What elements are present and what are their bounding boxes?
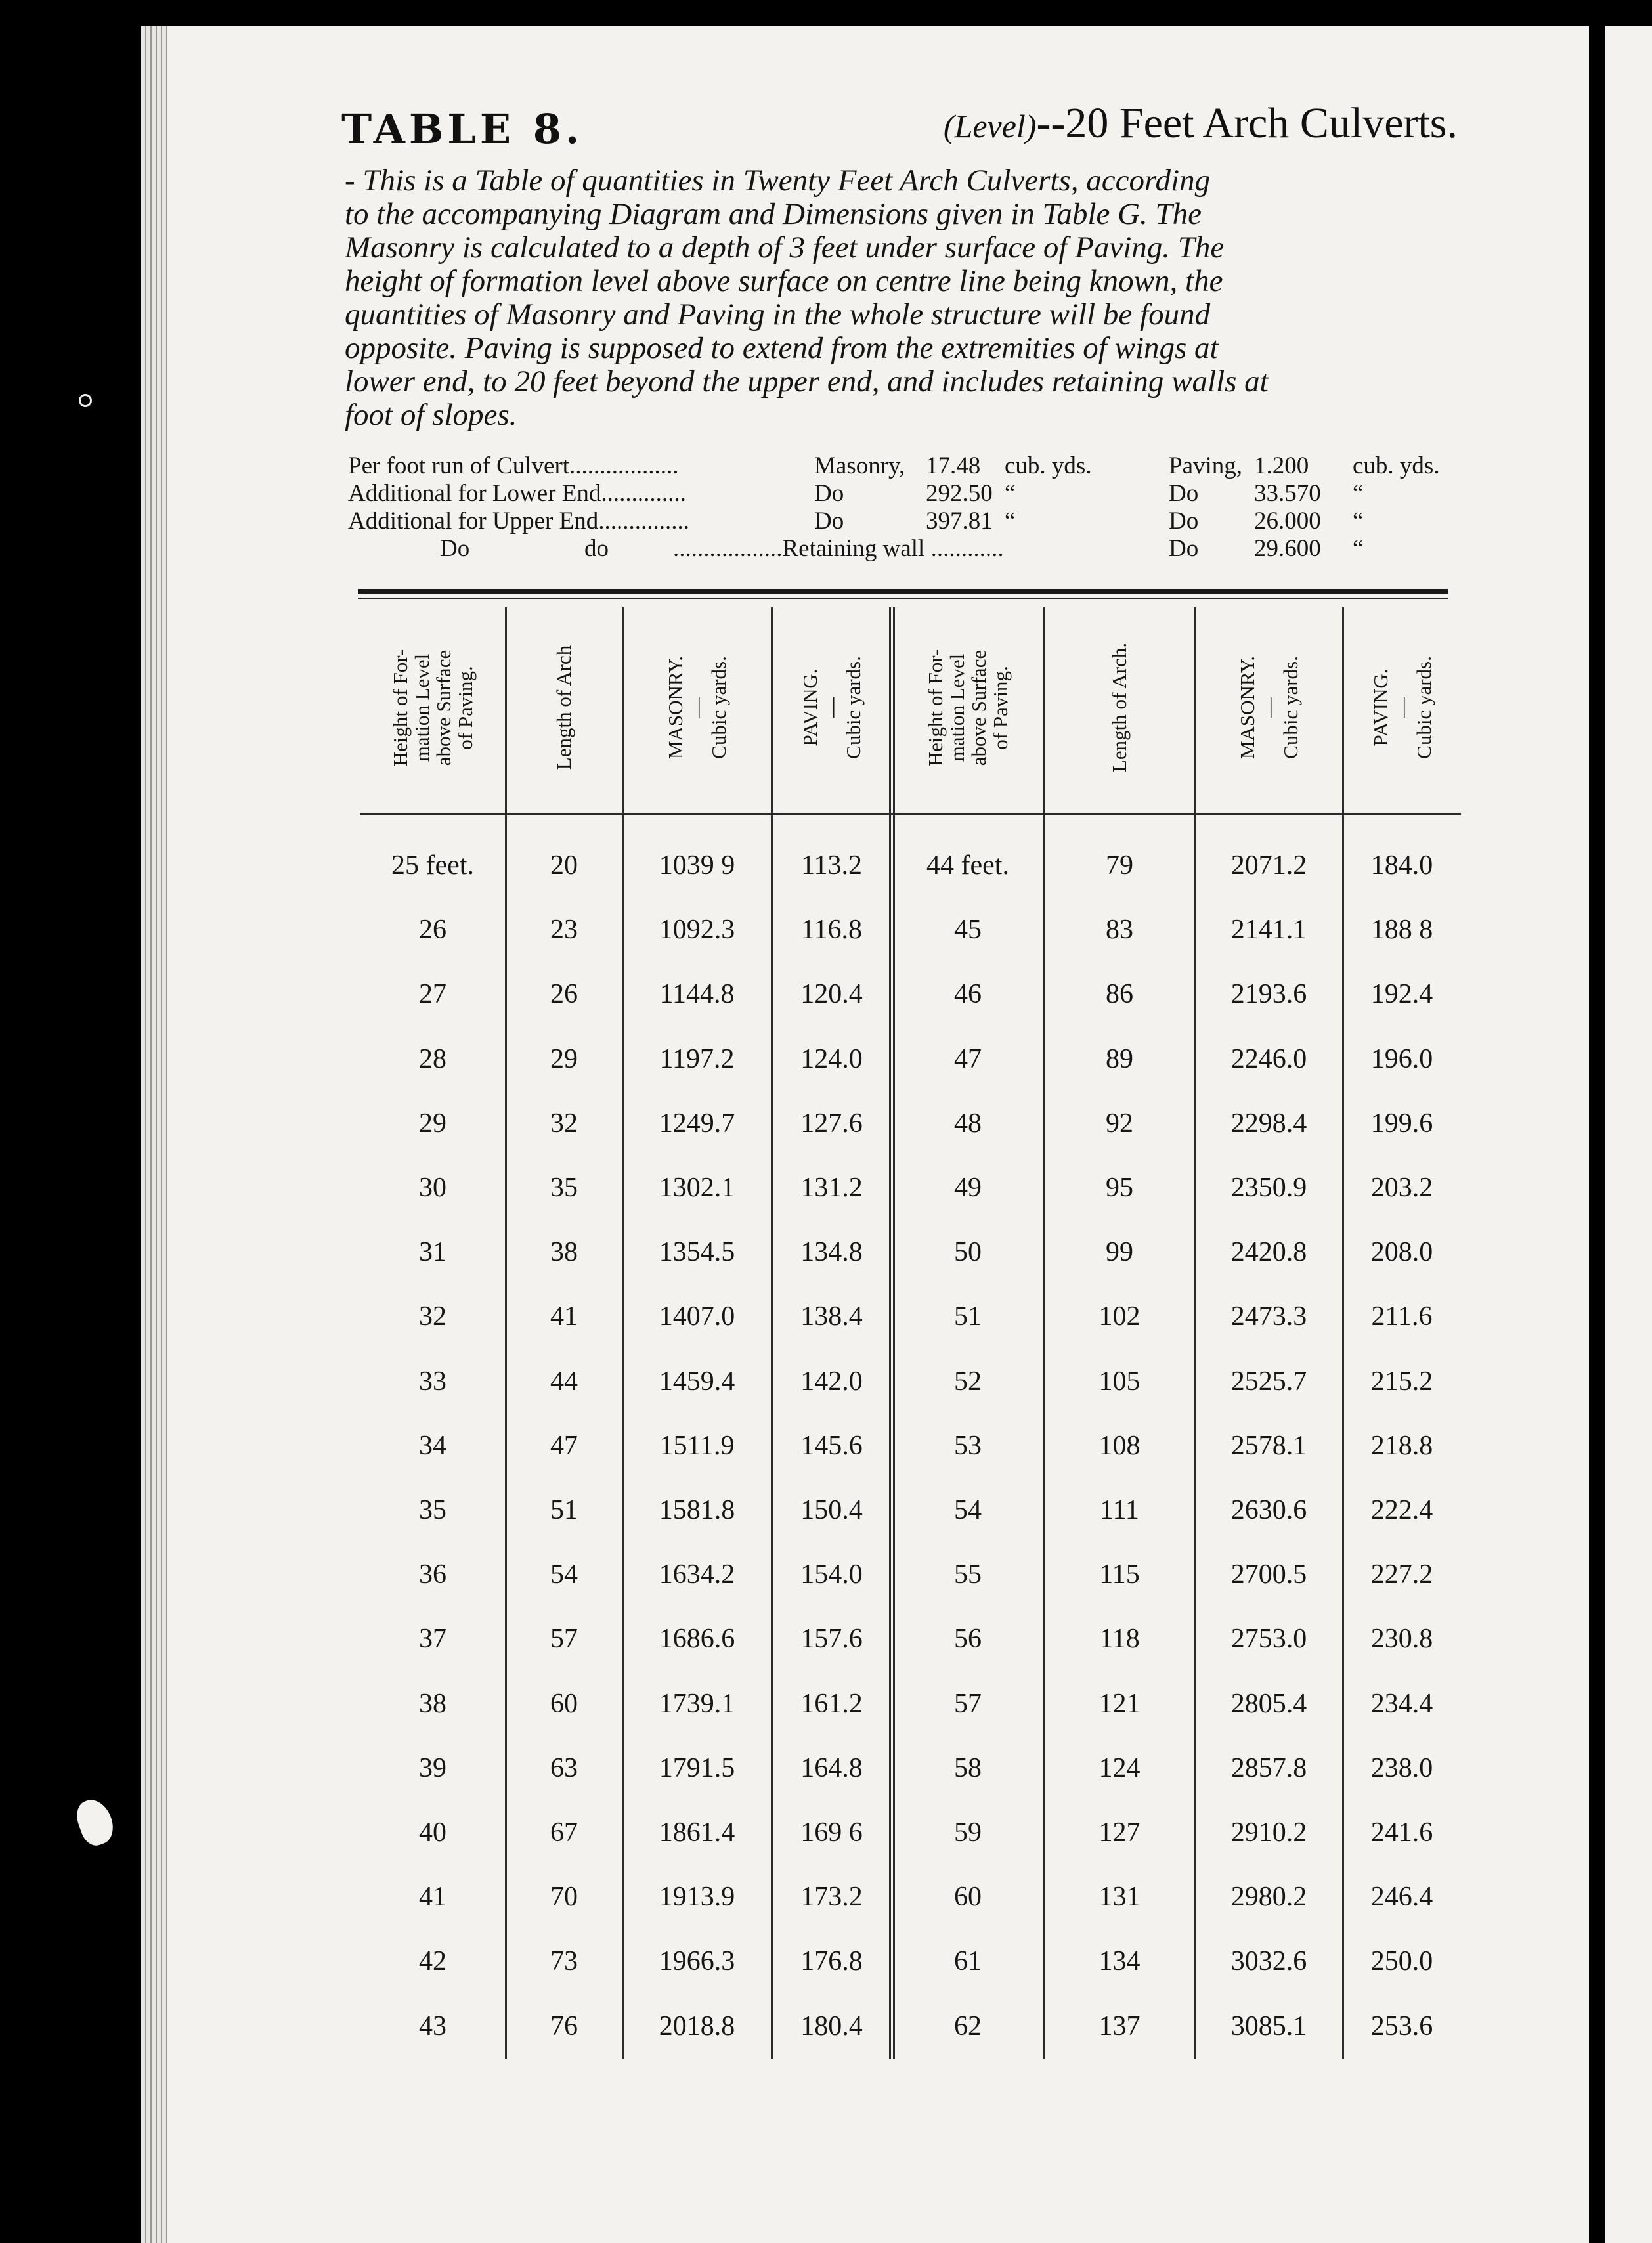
table-cell: 63: [550, 1753, 578, 1783]
page-heading: [341, 98, 1458, 158]
table-cell: 2578.1: [1230, 1430, 1307, 1461]
table-cell: 47: [954, 1043, 982, 1074]
table-cell: 26: [419, 915, 446, 946]
table-cell: 76: [550, 2011, 578, 2041]
table-cell: 138.4: [800, 1301, 863, 1332]
column-header: [892, 607, 1044, 808]
table-cell: 29: [550, 1043, 578, 1074]
column-header: [1343, 607, 1461, 808]
summary-v2: 29.600: [1254, 535, 1321, 562]
table-cell: 51: [954, 1301, 982, 1332]
summary-k2: Paving,: [1169, 452, 1243, 479]
header-line: above Surface: [967, 649, 990, 766]
summary-u1: cub. yds.: [1005, 452, 1092, 479]
summary-v1: 17.48: [926, 452, 981, 479]
table-cell: 1144.8: [659, 979, 735, 1010]
table-cell: 1407.0: [659, 1301, 735, 1332]
table-cell: 57: [550, 1624, 578, 1655]
table-cell: 2071.2: [1230, 850, 1307, 881]
header-line: Cubic yards.: [1278, 656, 1302, 759]
table-cell: 28: [419, 1043, 446, 1074]
header-line: —: [819, 697, 843, 718]
table-cell: 92: [1106, 1108, 1133, 1139]
header-line: —: [1390, 697, 1414, 718]
table-cell: 48: [954, 1108, 982, 1139]
table-cell: 184.0: [1370, 850, 1433, 881]
column-header: [1195, 607, 1343, 808]
table-cell: 145.6: [800, 1430, 863, 1461]
table-cell: 253.6: [1370, 2011, 1433, 2041]
header-line: MASONRY.: [663, 655, 687, 760]
table-cell: 102: [1098, 1301, 1141, 1332]
header-line: mation Level: [946, 653, 968, 762]
column-header-text: [1108, 643, 1130, 772]
header-line: —: [685, 697, 708, 718]
table-cell: 173.2: [800, 1882, 863, 1913]
intro-line: - This is a Table of quantities in Twenty Feet Arch Culverts, according: [345, 164, 1211, 198]
summary-block: [348, 452, 1464, 570]
table-cell: 89: [1106, 1043, 1133, 1074]
table-cell: 199.6: [1370, 1108, 1433, 1139]
header-line: Height of For-: [389, 649, 412, 766]
table-cell: 44: [550, 1366, 578, 1397]
header-line: Cubic yards.: [841, 656, 865, 759]
header-line: of Paving.: [454, 665, 477, 750]
table-cell: 33: [419, 1366, 446, 1397]
column-header-text: [554, 645, 575, 770]
table-cell: 2246.0: [1230, 1043, 1307, 1074]
summary-label: Do: [440, 535, 470, 562]
intro-paragraph: [345, 164, 1458, 432]
column-header: [622, 607, 772, 808]
header-line: Cubic yards.: [706, 656, 730, 759]
summary-row: [348, 534, 1464, 563]
table-cell: 124: [1098, 1753, 1141, 1783]
summary-v2: 1.200: [1254, 452, 1309, 479]
column-header: [360, 607, 506, 808]
table-cell: 2420.8: [1230, 1237, 1307, 1268]
column-header-text: [1236, 656, 1301, 759]
table-cell: 241.6: [1370, 1818, 1433, 1848]
table-cell: 57: [954, 1688, 982, 1719]
table-cell: 111: [1100, 1495, 1139, 1525]
header-line: Length of Arch: [552, 645, 576, 770]
table-top-rule-thin: [358, 598, 1448, 599]
table-cell: 30: [419, 1173, 446, 1203]
table-cell: 67: [550, 1818, 578, 1848]
table-cell: 50: [954, 1237, 982, 1268]
table-cell: 180.4: [800, 2011, 863, 2041]
table-cell: 121: [1098, 1688, 1141, 1719]
header-line: Length of Arch.: [1108, 642, 1131, 773]
table-cell: 238.0: [1370, 1753, 1433, 1783]
table-cell: 137: [1098, 2011, 1141, 2041]
table-cell: 164.8: [800, 1753, 863, 1783]
summary-k2: Do: [1169, 480, 1199, 507]
table-cell: 2753.0: [1230, 1624, 1307, 1655]
table-cell: 227.2: [1370, 1559, 1433, 1590]
table-cell: 1791.5: [659, 1753, 735, 1783]
table-cell: 142.0: [800, 1366, 863, 1397]
table-cell: 2193.6: [1230, 979, 1307, 1010]
column-header-text: [1369, 656, 1434, 759]
title-level: (Level): [943, 108, 1037, 144]
page-edge-stack: [141, 26, 167, 2243]
table-cell: 37: [419, 1624, 446, 1655]
table-cell: 61: [954, 1946, 982, 1977]
column-header: [506, 607, 622, 808]
summary-v1: 292.50: [926, 480, 993, 507]
table-cell: 70: [550, 1882, 578, 1913]
table-cell: 32: [419, 1301, 446, 1332]
table-cell: 1511.9: [659, 1430, 735, 1461]
table-cell: 95: [1106, 1173, 1133, 1203]
table-cell: 35: [550, 1173, 578, 1203]
summary-row: [348, 479, 1464, 508]
table-cell: 2298.4: [1230, 1108, 1307, 1139]
column-header-text: [389, 649, 476, 766]
table-cell: 3085.1: [1230, 2011, 1307, 2041]
table-cell: 86: [1106, 979, 1133, 1010]
summary-v2: 26.000: [1254, 508, 1321, 534]
table-cell: 73: [550, 1946, 578, 1977]
summary-label: Additional for Upper End...............: [348, 508, 689, 534]
table-cell: 3032.6: [1230, 1946, 1307, 1977]
table-cell: 188 8: [1370, 915, 1433, 946]
summary-label: Additional for Lower End..............: [348, 480, 686, 507]
binding-hole: [79, 394, 92, 407]
intro-line: height of formation level above surface on centre line being known, the: [345, 265, 1223, 298]
table-cell: 39: [419, 1753, 446, 1783]
table-cell: 2857.8: [1230, 1753, 1307, 1783]
table-cell: 1581.8: [659, 1495, 735, 1525]
table-cell: 2805.4: [1230, 1688, 1307, 1719]
table-cell: 29: [419, 1108, 446, 1139]
table-cell: 218.8: [1370, 1430, 1433, 1461]
table-cell: 1092.3: [659, 915, 735, 946]
summary-u2: “: [1353, 508, 1364, 534]
table-cell: 250.0: [1370, 1946, 1433, 1977]
summary-label2: do: [584, 535, 609, 562]
table-cell: 161.2: [800, 1688, 863, 1719]
intro-line: lower end, to 20 feet beyond the upper end, and includes retaining walls at: [345, 365, 1269, 399]
table-number: TABLE 8.: [341, 105, 584, 153]
table-cell: 62: [954, 2011, 982, 2041]
table-cell: 1459.4: [659, 1366, 735, 1397]
summary-row: [348, 452, 1464, 481]
table-cell: 99: [1106, 1237, 1133, 1268]
table-cell: 2910.2: [1230, 1818, 1307, 1848]
column-header-text: [924, 649, 1011, 766]
intro-line: quantities of Masonry and Paving in the whole structure will be found: [345, 298, 1211, 332]
table-cell: 56: [954, 1624, 982, 1655]
table-cell: 1686.6: [659, 1624, 735, 1655]
table-cell: 176.8: [800, 1946, 863, 1977]
table-cell: 1354.5: [659, 1237, 735, 1268]
summary-k1: Masonry,: [814, 452, 905, 479]
table-cell: 2525.7: [1230, 1366, 1307, 1397]
intro-line: opposite. Paving is supposed to extend from the extremities of wings at: [345, 332, 1219, 365]
table-cell: 20: [550, 850, 578, 881]
table-cell: 60: [954, 1882, 982, 1913]
table-cell: 116.8: [801, 915, 862, 946]
table-cell: 169 6: [800, 1818, 863, 1848]
table-cell: 35: [419, 1495, 446, 1525]
header-line: Cubic yards.: [1412, 656, 1435, 759]
header-line: Height of For-: [924, 649, 947, 766]
table-cell: 2980.2: [1230, 1882, 1307, 1913]
summary-label: Per foot run of Culvert..................: [348, 452, 679, 479]
header-line: PAVING.: [1368, 668, 1392, 747]
table-cell: 60: [550, 1688, 578, 1719]
table-cell: 118: [1099, 1624, 1140, 1655]
table-cell: 234.4: [1370, 1688, 1433, 1719]
table-cell: 1249.7: [659, 1108, 735, 1139]
summary-row: [348, 507, 1464, 536]
summary-u1: “: [1005, 508, 1016, 534]
table-cell: 59: [954, 1818, 982, 1848]
table-cell: 53: [954, 1430, 982, 1461]
header-line: MASONRY.: [1235, 655, 1259, 760]
table-title: [944, 98, 1458, 148]
summary-k1: Do: [814, 508, 844, 534]
table-cell: 52: [954, 1366, 982, 1397]
table-cell: 246.4: [1370, 1882, 1433, 1913]
table-cell: 1913.9: [659, 1882, 735, 1913]
table-cell: 58: [954, 1753, 982, 1783]
header-line: —: [1257, 697, 1280, 718]
table-cell: 38: [419, 1688, 446, 1719]
table-cell: 203.2: [1370, 1173, 1433, 1203]
intro-line: to the accompanying Diagram and Dimensions given in Table G. The: [345, 198, 1202, 231]
table-cell: 134.8: [800, 1237, 863, 1268]
header-rule: [360, 813, 1461, 815]
table-cell: 38: [550, 1237, 578, 1268]
header-line: above Surface: [432, 649, 455, 766]
table-cell: 105: [1098, 1366, 1141, 1397]
table-cell: 2350.9: [1230, 1173, 1307, 1203]
table-cell: 1302.1: [659, 1173, 735, 1203]
table-cell: 25 feet.: [391, 850, 474, 881]
table-cell: 157.6: [800, 1624, 863, 1655]
table-cell: 113.2: [801, 850, 862, 881]
table-cell: 49: [954, 1173, 982, 1203]
column-header-text: [664, 656, 729, 759]
paper-blot: [72, 1795, 119, 1850]
table-cell: 192.4: [1370, 979, 1433, 1010]
table-cell: 2700.5: [1230, 1559, 1307, 1590]
table-cell: 1197.2: [659, 1043, 735, 1074]
table-cell: 32: [550, 1108, 578, 1139]
table-cell: 1634.2: [659, 1559, 735, 1590]
table-cell: 36: [419, 1559, 446, 1590]
table-cell: 34: [419, 1430, 446, 1461]
table-cell: 40: [419, 1818, 446, 1848]
table-cell: 55: [954, 1559, 982, 1590]
table-cell: 51: [550, 1495, 578, 1525]
scan-border-top: [0, 0, 1652, 26]
table-cell: 134: [1098, 1946, 1141, 1977]
summary-u1: “: [1005, 480, 1016, 507]
table-cell: 108: [1098, 1430, 1141, 1461]
header-line: PAVING.: [798, 668, 821, 747]
column-header: [1044, 607, 1195, 808]
table-cell: 1966.3: [659, 1946, 735, 1977]
next-page-edge: [1605, 26, 1652, 2243]
table-cell: 41: [419, 1882, 446, 1913]
table-cell: 154.0: [800, 1559, 863, 1590]
summary-v1: 397.81: [926, 508, 993, 534]
table-cell: 42: [419, 1946, 446, 1977]
table-cell: 120.4: [800, 979, 863, 1010]
table-cell: 215.2: [1370, 1366, 1433, 1397]
table-cell: 127: [1098, 1818, 1141, 1848]
summary-u2: “: [1353, 480, 1364, 507]
table-cell: 131.2: [800, 1173, 863, 1203]
column-header-text: [799, 656, 864, 759]
table-cell: 196.0: [1370, 1043, 1433, 1074]
table-cell: 115: [1099, 1559, 1140, 1590]
table-cell: 1039 9: [659, 850, 735, 881]
table-cell: 208.0: [1370, 1237, 1433, 1268]
table-cell: 54: [954, 1495, 982, 1525]
summary-v2: 33.570: [1254, 480, 1321, 507]
summary-k1: ..................Retaining wall ............: [673, 535, 1004, 562]
table-cell: 45: [954, 915, 982, 946]
summary-k2: Do: [1169, 508, 1199, 534]
intro-line: Masonry is calculated to a depth of 3 feet under surface of Paving. The: [345, 231, 1225, 265]
table-cell: 230.8: [1370, 1624, 1433, 1655]
table-cell: 1861.4: [659, 1818, 735, 1848]
table-cell: 222.4: [1370, 1495, 1433, 1525]
table-cell: 83: [1106, 915, 1133, 946]
intro-line: foot of slopes.: [345, 399, 517, 432]
table-cell: 124.0: [800, 1043, 863, 1074]
summary-u2: cub. yds.: [1353, 452, 1440, 479]
header-line: of Paving.: [989, 665, 1012, 750]
table-cell: 23: [550, 915, 578, 946]
table-cell: 54: [550, 1559, 578, 1590]
table-cell: 2473.3: [1230, 1301, 1307, 1332]
table-cell: 43: [419, 2011, 446, 2041]
table-cell: 127.6: [800, 1108, 863, 1139]
title-text: --20 Feet Arch Culverts.: [1036, 99, 1458, 147]
column-header: [772, 607, 892, 808]
table-cell: 31: [419, 1237, 446, 1268]
table-cell: 79: [1106, 850, 1133, 881]
table-cell: 44 feet.: [926, 850, 1009, 881]
table-cell: 1739.1: [659, 1688, 735, 1719]
table-cell: 46: [954, 979, 982, 1010]
table-cell: 150.4: [800, 1495, 863, 1525]
table-cell: 211.6: [1371, 1301, 1433, 1332]
table-cell: 2018.8: [659, 2011, 735, 2041]
summary-k1: Do: [814, 480, 844, 507]
table-cell: 2141.1: [1230, 915, 1307, 946]
table-cell: 27: [419, 979, 446, 1010]
table-top-rule: [358, 589, 1448, 594]
table-cell: 41: [550, 1301, 578, 1332]
summary-u2: “: [1353, 535, 1364, 562]
table-cell: 2630.6: [1230, 1495, 1307, 1525]
header-line: mation Level: [410, 653, 433, 762]
table-cell: 47: [550, 1430, 578, 1461]
table-cell: 26: [550, 979, 578, 1010]
table-cell: 131: [1098, 1882, 1141, 1913]
summary-k2: Do: [1169, 535, 1199, 562]
